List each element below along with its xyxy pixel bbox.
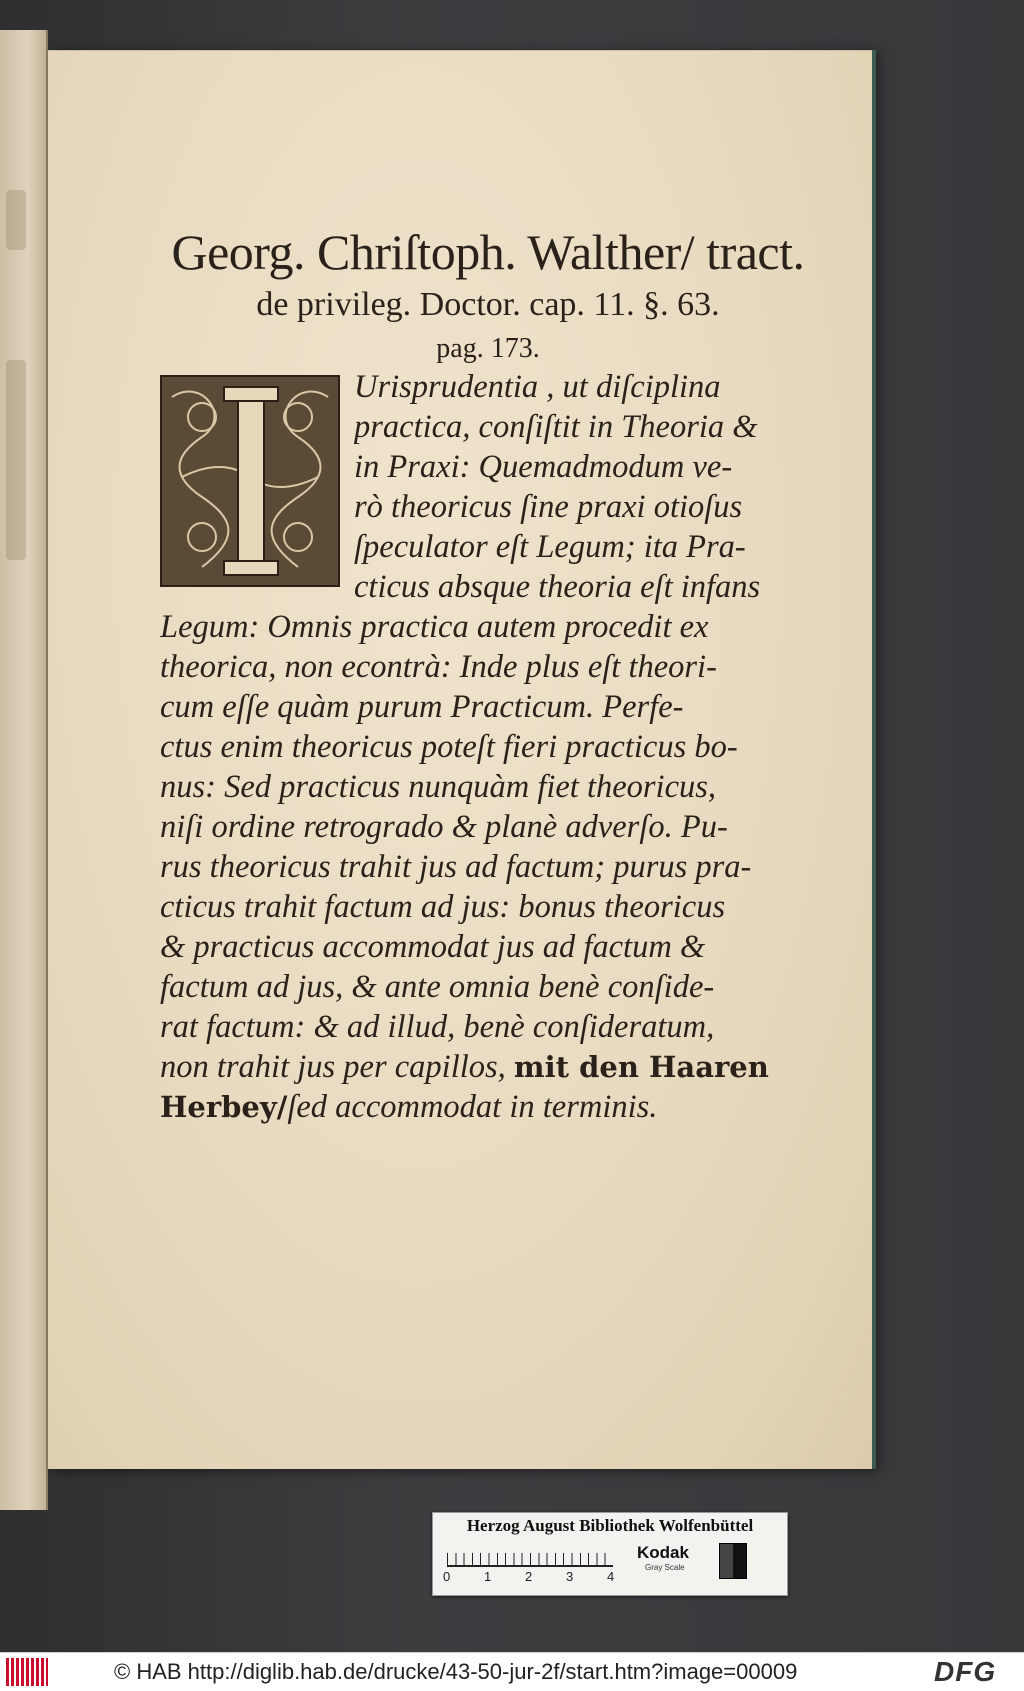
scale-ruler	[447, 1545, 613, 1567]
text-line: cum eſſe quàm purum Practicum. Perfe-	[160, 689, 684, 725]
tick-label: 2	[525, 1569, 533, 1584]
ink-bleed	[6, 190, 26, 250]
tick-label: 3	[566, 1569, 574, 1584]
text-line: rò theoricus ſine praxi otioſus	[354, 489, 743, 525]
dfg-logo: DFG	[934, 1656, 997, 1687]
fraktur-phrase: mit den Haaren	[513, 1050, 769, 1084]
text-line: Urisprudentia , ut diſciplina	[354, 369, 721, 405]
text-line	[160, 1047, 810, 1087]
kodak-logo: Kodak	[637, 1543, 689, 1562]
text-line: cticus trahit factum ad jus: bonus theoricus	[160, 889, 726, 925]
text-line: ctus enim theoricus poteſt fieri practicus bo-	[160, 729, 738, 765]
barcode-logo-icon	[6, 1658, 48, 1686]
text-line	[160, 1087, 810, 1127]
body-paragraph	[160, 367, 810, 1127]
facing-page-edge	[0, 30, 48, 1510]
text-line: nus: Sed practicus nunquàm fiet theoricus,	[160, 769, 717, 805]
heading-reference: de privileg. Doctor. cap. 11. §. 63.	[256, 286, 720, 323]
heading-author: Georg. Chriſtoph. Walther/ tract.	[171, 224, 805, 280]
text-line: & practicus accommodat jus ad factum &	[160, 929, 706, 965]
latin-phrase: non trahit jus per capillos,	[160, 1049, 506, 1085]
latin-phrase: ſed accommodat in terminis.	[287, 1089, 658, 1125]
text-line: theorica, non econtrà: Inde plus eſt theori-	[160, 649, 717, 685]
text-line: rat factum: & ad illud, benè conſideratum,	[160, 1009, 715, 1045]
library-name: Herzog August Bibliothek Wolfenbüttel	[466, 1516, 754, 1535]
tick-label: 4	[607, 1569, 615, 1584]
text-line: cticus absque theoria eſt infans	[354, 569, 761, 605]
decorated-initial-icon	[160, 375, 340, 587]
text-line: Legum: Omnis practica autem procedit ex	[160, 609, 709, 645]
copyright-link[interactable]: © HAB http://diglib.hab.de/drucke/43-50-jur-2f/start.htm?image=00009	[114, 1659, 798, 1684]
text-line: practica, conſiſtit in Theoria &	[354, 409, 758, 445]
tick-label: 0	[443, 1569, 451, 1584]
gray-patch-icon	[719, 1543, 747, 1579]
book-page	[48, 50, 872, 1469]
gray-scale-label: Gray Scale	[645, 1563, 685, 1572]
text-line: niſi ordine retrogrado & planè adverſo. Pu-	[160, 809, 728, 845]
color-calibration-bar	[432, 1512, 788, 1596]
fraktur-phrase: Herbey/	[160, 1090, 288, 1124]
text-line: ſpeculator eſt Legum; ita Pra-	[354, 529, 746, 565]
text-line: factum ad jus, & ante omnia benè conſide-	[160, 969, 715, 1005]
tick-label: 1	[484, 1569, 492, 1584]
ink-bleed	[6, 360, 26, 560]
heading-page-ref: pag. 173.	[436, 333, 540, 364]
text-line: rus theoricus trahit jus ad factum; purus pra-	[160, 849, 752, 885]
text-line: in Praxi: Quemadmodum ve-	[354, 449, 733, 485]
footer-bar	[0, 1652, 1024, 1691]
